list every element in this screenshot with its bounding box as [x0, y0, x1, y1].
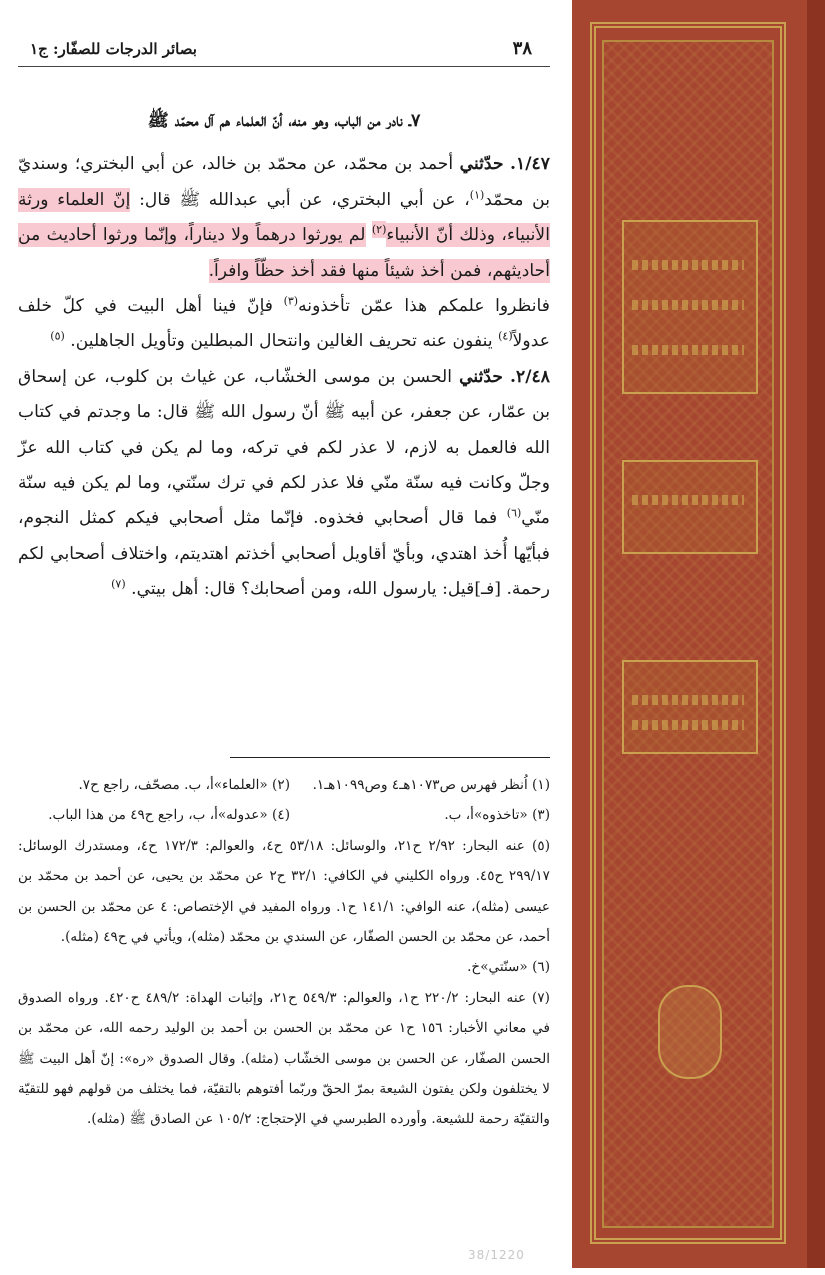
isnad-text: ، عن أبي البختري، عن أبي عبدالله ﷺ قال: — [139, 189, 470, 210]
footnote-ref-7: (٧) — [111, 577, 126, 591]
book-spine-edge — [807, 0, 825, 1268]
matn-text: ينفون عنه تحريف الغالين وانتحال المبطلين وتأويل الجاهلين. — [70, 331, 493, 352]
cover-author-plaque — [622, 660, 758, 754]
footnote-4: (٤) «عدوله»أ، ب، راجع ح٤٩ من هذا الباب. — [48, 807, 290, 824]
hadith-text: الحسن بن موسى الخشّاب، عن غياث بن كلوب، عن إسحاق بن عمّار، عن جعفر، عن أبيه ﷺ أنّ رسول الله ﷺ قال: ما وجدتم في كتاب الله فالعمل به لازم، لا عذر لكم في تركه، وما لم يكن في كتاب الله عزّ وجلّ وكانت فيه سنّة منّي فلا عذر لكم في ترك سنّتي، وما لم يكن فيه سنّة منّي — [18, 366, 550, 529]
narration-opening: حدّثني — [459, 154, 504, 175]
chapter-heading: ٧ـ نادر من الباب، وهو منه، أنّ العلماء هم آل محمّد ﷺ — [147, 111, 421, 131]
footnotes — [18, 770, 550, 1135]
hadith-47-cont — [18, 289, 550, 360]
footnote-ref-5: (٥) — [50, 329, 65, 343]
book-cover-image — [572, 0, 825, 1268]
cover-calligraphy — [632, 260, 744, 270]
main-text — [18, 104, 550, 608]
running-title: بصائر الدرجات للصفّار: ج١ — [30, 40, 197, 58]
cover-subtitle-plaque — [622, 460, 758, 554]
cover-calligraphy — [632, 720, 744, 730]
footnote-7: (٧) عنه البحار: ٢٢٠/٢ ح١، والعوالم: ٥٤٩/٣ ح٢١، وإثبات الهداة: ٤٨٩/٢ ح٤٢٠. ورواه الصدوق في معاني الأخبار: ١٥٦ ح١ عن محمّد بن الحسن بن أحمد بن الوليد رحمه الله، عن محمّد بن الحسن الصفّار، عن الحسن بن موسى الخشّاب (مثله). وقال الصدوق «ره»: إنّ أهل البيت ﷺ لا يختلفون ولكن يفتون الشيعة بمرّ الحقّ وربّما أفتوهم بالتقيّة، فما يختلف من قولهم فهو للتقيّة والتقيّة رحمة للشيعة. وأورده الطبرسي في الإحتجاج: ١٠٥/٢ عن الصادق ﷺ (مثله). — [18, 989, 550, 1128]
page-counter-watermark: 38/1220 — [468, 1248, 525, 1262]
hadith-text: فما قال أصحابي فخذوه. فإنّما مثل أصحابي فيكم كمثل النجوم، فبأيّها أُخذ اهتدي، وبأيّ أقاويل أصحابي أخذتم اهتديتم، واختلاف أصحابي لكم رحمة. [فـ]قيل: يارسول الله، ومن أصحابك؟ قال: أهل بيتي. — [18, 508, 550, 600]
hadith-number: ١/٤٧. — [510, 154, 550, 175]
cover-calligraphy — [632, 300, 744, 310]
narration-opening: حدّثني — [459, 366, 504, 387]
matn-text: فانظروا علمكم هذا عمّن تأخذونه — [298, 296, 550, 317]
hadith-47 — [18, 147, 550, 289]
hadith-48 — [18, 360, 550, 608]
page-header — [18, 38, 550, 67]
footnote-separator — [230, 757, 550, 758]
cover-calligraphy — [632, 345, 744, 355]
isnad-text: أحمد بن محمّد، عن محمّد بن خالد، عن أبي البختري؛ وسنديّ بن محمّد — [18, 154, 551, 210]
footnote-5: (٥) عنه البحار: ٢/٩٢ ح٢١، والوسائل: ٥٣/١٨ ح٤، والعوالم: ١٧٢/٣ ح٤، ومستدرك الوسائل: ٢٩٩/١٧ ح٤٥. ورواه الكليني في الكافي: ٣٢/١ ح٢ عن محمّد بن يحيى، عن أحمد بن محمّد بن عيسى (مثله)، عنه الوافي: ١٤١/١ ح١. ورواه المفيد في الإختصاص: ٤ عن محمّد بن الحسن بن أحمد، عن محمّد بن الحسن الصفّار، عن السندي بن محمّد (مثله)، ويأتي في ح٤٩ (مثله). — [18, 837, 550, 946]
cover-medallion-icon — [658, 985, 722, 1079]
footnote-row — [18, 800, 550, 830]
footnote-row — [18, 770, 550, 800]
hadith-number: ٢/٤٨. — [510, 366, 550, 387]
cover-calligraphy — [632, 495, 744, 505]
footnote-3: (٣) «تاخذوه»أ، ب. — [444, 807, 550, 824]
highlighted-text: إنّ العلماء ورثة الأنبياء، وذلك أنّ الأنبياء — [18, 189, 551, 246]
footnote-6: (٦) «سنّتي»خ. — [467, 959, 550, 976]
highlighted-text: لم يورثوا درهماً ولا ديناراً، وإنّما ورثوا أحاديث من أحاديثهم، فمن أخذ شيئاً منها فقد أخذ حظّاً وافراً. — [18, 225, 550, 281]
matn-text: فإنّ فينا أهل البيت في كلّ خلف عدولاً — [18, 296, 550, 352]
footnote-ref-1: (١) — [469, 188, 485, 202]
footnote-2: (٢) «العلماء»أ، ب. مصحّف، راجع ح٧. — [78, 777, 290, 793]
footnote-ref-2: (٢) — [371, 223, 387, 237]
footnote-1: (١) اُنظر فهرس ص١٠٧٣هـ٤ وص١٠٩٩هـ١. — [312, 777, 550, 793]
footnote-ref-6: (٦) — [506, 506, 522, 520]
footnote-ref-3: (٣) — [283, 294, 299, 308]
cover-calligraphy — [632, 695, 744, 705]
page-number: ٣٨ — [512, 38, 532, 59]
footnote-ref-4: (٤) — [498, 329, 513, 343]
